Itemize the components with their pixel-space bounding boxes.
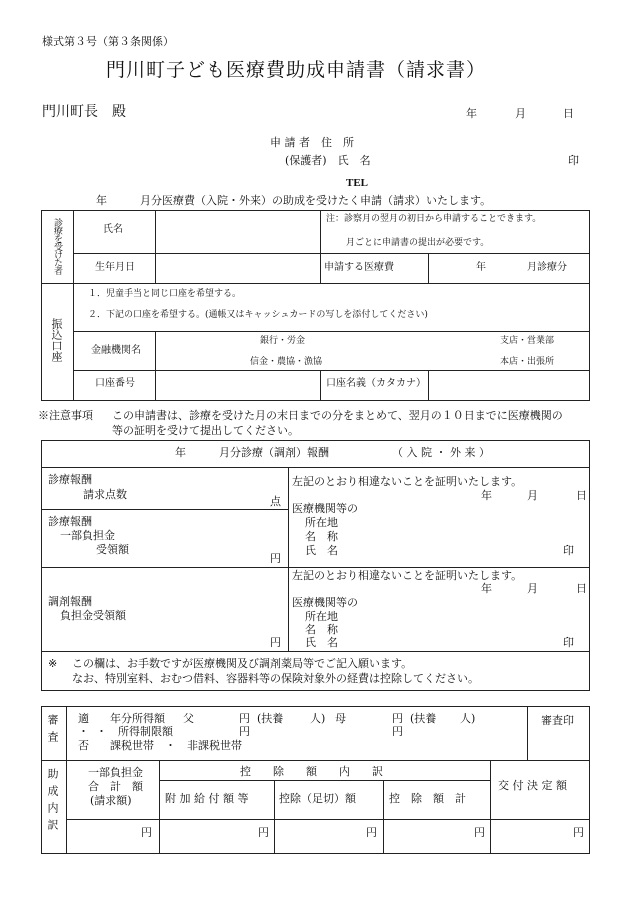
notice-line-1: この申請書は、診療を受けた月の末日までの分をまとめて、翌月の１０日までに医療機関の <box>112 409 563 422</box>
father-dependents: (扶養 <box>257 712 284 725</box>
medical-fee-label: 診療報酬 <box>48 473 92 486</box>
copay-yen: 円 <box>270 552 281 565</box>
footnote-2: なお、特別室料、おむつ借料、容器料等の保険対象外の経費は控除してください。 <box>72 672 479 685</box>
cert-header-ym: 年 月分診療（調剤）報酬 <box>175 446 329 459</box>
tel-label: TEL <box>346 177 369 189</box>
patient-name-label: 氏名 <box>103 224 123 235</box>
copay-total-1: 一部負担金 <box>88 766 143 779</box>
father-people: 人) <box>310 712 326 725</box>
tax-status: 課税世帯 ・ 非課税世帯 <box>110 739 242 752</box>
income-limit-label: ・ 所得制限額 <box>96 725 173 738</box>
certify-month-1: 月 <box>527 489 538 502</box>
deduction-1-yen: 円 <box>258 826 269 839</box>
cert-header-type: （ 入 院 ・ 外 来 ） <box>392 446 490 459</box>
certify-day-2: 日 <box>576 582 587 595</box>
person-name-label-2: 氏 名 <box>305 636 338 649</box>
copay-total-2: 合 計 額 <box>88 780 143 793</box>
seal-1: 印 <box>563 544 574 557</box>
applied-cost-label: 申請する医療費 <box>324 262 394 273</box>
review-label: 審査 <box>46 714 59 748</box>
institution-label: 金融機関名 <box>91 345 141 356</box>
limit-yen-1: 円 <box>239 725 250 738</box>
location-label-1: 所在地 <box>305 516 338 529</box>
mother-people: 人) <box>460 712 476 725</box>
total-yen: 円 <box>141 826 152 839</box>
decision-amount: 交 付 決 定 額 <box>498 779 567 792</box>
mother-yen: 円 <box>392 712 403 725</box>
review-dot: ・ <box>78 725 89 738</box>
copay-label-2: 一部負担金 <box>60 529 115 542</box>
certify-text-1: 左記のとおり相違ないことを証明いたします。 <box>292 475 523 488</box>
mother-label: 母 <box>335 712 346 725</box>
account-number-label: 口座番号 <box>95 378 135 389</box>
claim-points-label: 請求点数 <box>83 488 127 501</box>
patient-bank-table <box>41 210 590 401</box>
date-year: 年 <box>466 107 477 120</box>
certify-year-1: 年 <box>481 489 492 502</box>
deduction-3-yen: 円 <box>474 826 485 839</box>
bank-option-2: ２．下記の口座を希望する。(通帳又はキャッシュカードの写しを添付してください) <box>88 310 428 320</box>
application-statement: 年 月分医療費（入院・外来）の助成を受けたく申請（請求）いたします。 <box>96 194 492 207</box>
branch-type-2: 本店・出張所 <box>500 357 555 367</box>
care-year: 年 <box>476 262 486 273</box>
review-unfit: 否 <box>78 739 89 752</box>
footnote-mark: ※ <box>48 657 58 670</box>
form-title: 門川町子ども医療費助成申請書（請求書） <box>106 59 487 81</box>
birthdate-label: 生年月日 <box>95 262 135 273</box>
care-month-label: 月診療分 <box>527 262 567 273</box>
bank-option-1: １．児童手当と同じ口座を希望する。 <box>88 289 242 299</box>
patient-note-1: 注：診察月の翌月の初日から申請することできます。 <box>326 214 542 224</box>
applicant-name-label: (保護者) 氏 名 <box>285 154 371 167</box>
patient-note-2: 月ごとに申請書の提出が必要です。 <box>346 238 490 248</box>
bank-side-label: 振込口座 <box>50 318 63 362</box>
patient-side-label: 診療を受けた者 <box>52 218 62 274</box>
location-label-2: 所在地 <box>305 610 338 623</box>
addressee: 門川町長 殿 <box>42 104 126 120</box>
form-number: 様式第３号（第３条関係） <box>42 35 174 48</box>
subsidy-label: 助成内訳 <box>46 768 59 836</box>
facility-name-label-1: 名 称 <box>305 530 338 543</box>
institution-label-1: 医療機関等の <box>292 502 358 515</box>
pharmacy-yen: 円 <box>270 636 281 649</box>
deduction-2-yen: 円 <box>366 826 377 839</box>
person-name-label-1: 氏 名 <box>305 544 338 557</box>
deduction-col-1: 附 加 給 付 額 等 <box>165 792 249 805</box>
branch-type-1: 支店・営業部 <box>500 336 555 346</box>
copay-total-3: (請求額) <box>90 794 132 807</box>
notice-label: ※注意事項 <box>38 409 93 422</box>
pharmacy-label-1: 調剤報酬 <box>48 595 92 608</box>
date-month: 月 <box>515 107 526 120</box>
date-day: 日 <box>563 107 574 120</box>
institution-label-2: 医療機関等の <box>292 596 358 609</box>
certify-year-2: 年 <box>481 582 492 595</box>
certify-day-1: 日 <box>576 489 587 502</box>
applicant-seal: 印 <box>568 154 579 167</box>
father-yen: 円 <box>239 712 250 725</box>
account-name-label: 口座名義（カタカナ） <box>326 378 426 389</box>
deduction-header: 控 除 額 内 訳 <box>240 765 383 778</box>
mother-dependents: (扶養 <box>410 712 437 725</box>
deduction-col-3: 控 除 額 計 <box>389 792 466 805</box>
applicant-address-label: 申 請 者 住 所 <box>270 136 354 149</box>
father-label: 父 <box>183 712 194 725</box>
pharmacy-label-2: 負担金受領額 <box>60 609 126 622</box>
decision-yen: 円 <box>573 826 584 839</box>
certify-month-2: 月 <box>527 582 538 595</box>
copay-label-3: 受領額 <box>96 543 129 556</box>
copay-label-1: 診療報酬 <box>48 515 92 528</box>
income-label: 年分所得額 <box>110 712 165 725</box>
points-unit: 点 <box>270 495 281 508</box>
seal-2: 印 <box>563 636 574 649</box>
bank-type-2: 信金・農協・漁協 <box>250 357 323 367</box>
facility-name-label-2: 名 称 <box>305 623 338 636</box>
deduction-col-2: 控除（足切）額 <box>279 792 356 805</box>
bank-type-1: 銀行・労金 <box>260 336 306 346</box>
limit-yen-2: 円 <box>392 725 403 738</box>
review-seal-label: 審査印 <box>541 714 574 727</box>
footnote-1: この欄は、お手数ですが医療機関及び調剤薬局等でご記入願います。 <box>72 657 413 670</box>
review-fit: 適 <box>78 712 89 725</box>
certify-text-2: 左記のとおり相違ないことを証明いたします。 <box>292 569 523 582</box>
notice-line-2: 等の証明を受けて提出してください。 <box>112 424 299 437</box>
